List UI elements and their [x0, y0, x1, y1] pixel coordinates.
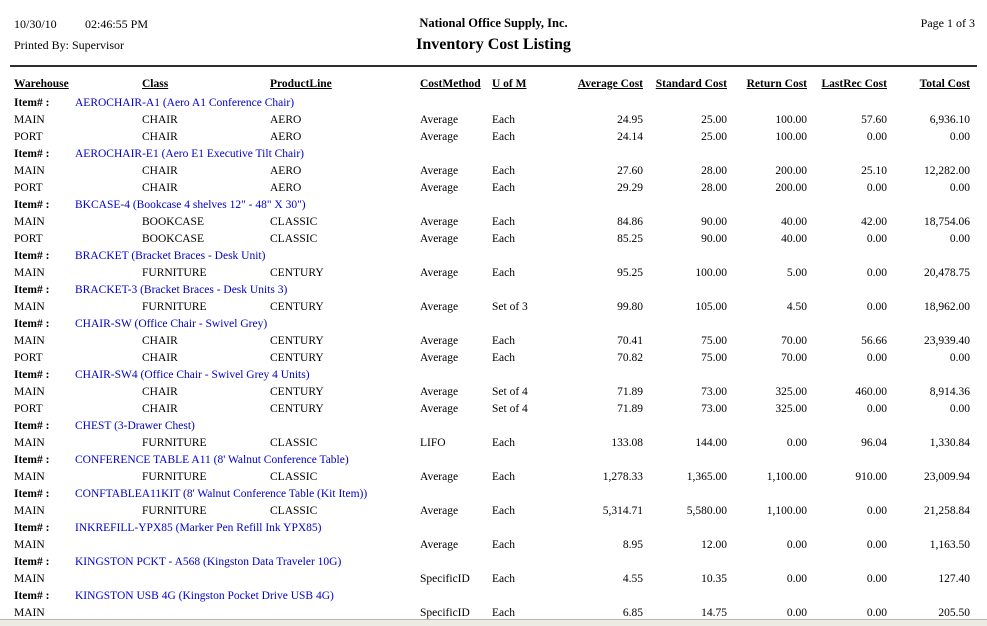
cell-average-cost: 99.80: [617, 301, 643, 313]
item-link[interactable]: AEROCHAIR-E1 (Aero E1 Executive Tilt Chair): [75, 148, 305, 160]
cell-class: FURNITURE: [142, 471, 207, 483]
table-row: [0, 469, 987, 486]
item-row: [0, 418, 987, 435]
cell-average-cost: 85.25: [617, 233, 643, 245]
cell-average-cost: 5,314.71: [602, 505, 643, 517]
cell-average-cost: 71.89: [617, 403, 643, 415]
cell-return-cost: 100.00: [775, 114, 807, 126]
item-number-label: Item# :: [14, 590, 50, 602]
cell-costmethod: SpecificID: [420, 573, 470, 585]
item-link[interactable]: BRACKET (Bracket Braces - Desk Unit): [75, 250, 266, 262]
cell-return-cost: 1,100.00: [766, 471, 807, 483]
cell-lastrec-cost: 96.04: [861, 437, 887, 449]
item-number-label: Item# :: [14, 250, 50, 262]
table-row: [0, 435, 987, 452]
table-row: [0, 350, 987, 367]
col-header-return-cost: Return Cost: [746, 78, 807, 90]
cell-costmethod: Average: [420, 216, 459, 228]
cell-total-cost: 127.40: [938, 573, 970, 585]
item-row: [0, 452, 987, 469]
cell-return-cost: 70.00: [781, 352, 807, 364]
cell-class: CHAIR: [142, 352, 178, 364]
cell-costmethod: Average: [420, 301, 459, 313]
cell-productline: AERO: [270, 114, 302, 126]
cell-standard-cost: 90.00: [701, 216, 727, 228]
col-header-class: Class: [142, 78, 169, 90]
cell-uofm: Each: [492, 607, 515, 619]
cell-uofm: Each: [492, 233, 515, 245]
cell-average-cost: 24.14: [617, 131, 643, 143]
table-row: [0, 299, 987, 316]
cell-average-cost: 4.55: [622, 573, 643, 585]
cell-standard-cost: 105.00: [695, 301, 727, 313]
cell-uofm: Each: [492, 505, 515, 517]
cell-warehouse: MAIN: [14, 114, 45, 126]
cell-class: CHAIR: [142, 114, 178, 126]
cell-class: FURNITURE: [142, 437, 207, 449]
cell-total-cost: 8,914.36: [929, 386, 970, 398]
table-row: [0, 537, 987, 554]
cell-warehouse: MAIN: [14, 165, 45, 177]
cell-return-cost: 325.00: [775, 403, 807, 415]
cell-average-cost: 1,278.33: [602, 471, 643, 483]
table-row: [0, 129, 987, 146]
cell-uofm: Each: [492, 267, 515, 279]
report-header: [0, 14, 987, 64]
cell-return-cost: 200.00: [775, 165, 807, 177]
item-number-label: Item# :: [14, 420, 50, 432]
cell-average-cost: 29.29: [617, 182, 643, 194]
cell-warehouse: MAIN: [14, 505, 45, 517]
item-number-label: Item# :: [14, 556, 50, 568]
cell-class: FURNITURE: [142, 301, 207, 313]
item-number-label: Item# :: [14, 369, 50, 381]
cell-total-cost: 0.00: [949, 352, 970, 364]
col-header-lastrec-cost: LastRec Cost: [821, 78, 887, 90]
cell-lastrec-cost: 0.00: [866, 267, 887, 279]
cell-return-cost: 4.50: [786, 301, 807, 313]
cell-productline: CENTURY: [270, 352, 324, 364]
cell-uofm: Set of 4: [492, 386, 528, 398]
table-row: [0, 231, 987, 248]
table-row: [0, 384, 987, 401]
cell-lastrec-cost: 0.00: [866, 403, 887, 415]
cell-productline: CENTURY: [270, 335, 324, 347]
item-row: [0, 367, 987, 384]
cell-warehouse: MAIN: [14, 386, 45, 398]
cell-total-cost: 18,754.06: [924, 216, 970, 228]
cell-standard-cost: 5,580.00: [686, 505, 727, 517]
cell-standard-cost: 10.35: [701, 573, 727, 585]
cell-warehouse: MAIN: [14, 216, 45, 228]
cell-productline: CENTURY: [270, 386, 324, 398]
cell-uofm: Each: [492, 573, 515, 585]
cell-class: FURNITURE: [142, 505, 207, 517]
item-number-label: Item# :: [14, 284, 50, 296]
item-link[interactable]: CONFERENCE TABLE A11 (8' Walnut Conference Table): [75, 454, 349, 466]
cell-lastrec-cost: 910.00: [855, 471, 887, 483]
cell-return-cost: 0.00: [786, 539, 807, 551]
cell-productline: CLASSIC: [270, 233, 318, 245]
cell-standard-cost: 144.00: [695, 437, 727, 449]
item-link[interactable]: CHAIR-SW4 (Office Chair - Swivel Grey 4 Units): [75, 369, 310, 381]
cell-total-cost: 1,330.84: [929, 437, 970, 449]
report-title: Inventory Cost Listing: [416, 36, 571, 53]
window-bottom-edge: [0, 619, 987, 626]
cell-productline: [270, 537, 420, 554]
cell-total-cost: 23,939.40: [924, 335, 970, 347]
cell-costmethod: Average: [420, 403, 459, 415]
item-number-label: Item# :: [14, 148, 50, 160]
report-date: 10/30/10: [14, 17, 57, 31]
cell-costmethod: Average: [420, 505, 459, 517]
item-row: [0, 520, 987, 537]
cell-uofm: Each: [492, 114, 515, 126]
cell-productline: AERO: [270, 131, 302, 143]
cell-lastrec-cost: 42.00: [861, 216, 887, 228]
cell-lastrec-cost: 0.00: [866, 131, 887, 143]
col-header-standard-cost: Standard Cost: [655, 78, 727, 90]
cell-class: CHAIR: [142, 131, 178, 143]
cell-lastrec-cost: 0.00: [866, 505, 887, 517]
cell-class: [142, 571, 270, 588]
cell-costmethod: Average: [420, 114, 459, 126]
item-row: [0, 248, 987, 265]
report-body: [0, 95, 987, 622]
item-link[interactable]: KINGSTON PCKT - A568 (Kingston Data Traveler 10G): [75, 556, 342, 568]
cell-warehouse: PORT: [14, 403, 43, 415]
page-indicator: Page 1 of 3: [920, 16, 975, 30]
cell-total-cost: 20,478.75: [924, 267, 970, 279]
item-link[interactable]: CHAIR-SW (Office Chair - Swivel Grey): [75, 318, 268, 330]
cell-standard-cost: 28.00: [701, 182, 727, 194]
column-header-row: [0, 76, 987, 93]
cell-productline: [270, 571, 420, 588]
cell-costmethod: Average: [420, 386, 459, 398]
cell-lastrec-cost: 0.00: [866, 352, 887, 364]
cell-uofm: Each: [492, 182, 515, 194]
cell-standard-cost: 75.00: [701, 335, 727, 347]
cell-productline: CLASSIC: [270, 437, 318, 449]
item-row: [0, 146, 987, 163]
table-row: [0, 333, 987, 350]
cell-costmethod: Average: [420, 165, 459, 177]
item-row: [0, 588, 987, 605]
cell-lastrec-cost: 0.00: [866, 539, 887, 551]
cell-return-cost: 1,100.00: [766, 505, 807, 517]
cell-warehouse: PORT: [14, 233, 43, 245]
cell-average-cost: 133.08: [611, 437, 643, 449]
col-header-total-cost: Total Cost: [919, 78, 970, 90]
cell-return-cost: 70.00: [781, 335, 807, 347]
cell-lastrec-cost: 56.66: [861, 335, 887, 347]
cell-uofm: Each: [492, 216, 515, 228]
col-header-productline: ProductLine: [270, 78, 332, 90]
table-row: [0, 214, 987, 231]
cell-warehouse: MAIN: [14, 267, 45, 279]
cell-average-cost: 71.89: [617, 386, 643, 398]
cell-class: BOOKCASE: [142, 233, 204, 245]
item-row: [0, 95, 987, 112]
cell-uofm: Set of 3: [492, 301, 528, 313]
cell-costmethod: LIFO: [420, 437, 446, 449]
cell-productline: CENTURY: [270, 301, 324, 313]
cell-lastrec-cost: 0.00: [866, 233, 887, 245]
report-time: 02:46:55 PM: [85, 17, 149, 31]
cell-total-cost: 0.00: [949, 233, 970, 245]
col-header-uofm: U of M: [492, 78, 527, 90]
cell-lastrec-cost: 57.60: [861, 114, 887, 126]
cell-costmethod: Average: [420, 131, 459, 143]
cell-costmethod: Average: [420, 335, 459, 347]
cell-warehouse: PORT: [14, 131, 43, 143]
cell-productline: CENTURY: [270, 403, 324, 415]
cell-productline: AERO: [270, 182, 302, 194]
cell-lastrec-cost: 0.00: [866, 182, 887, 194]
item-link[interactable]: BRACKET-3 (Bracket Braces - Desk Units 3): [75, 284, 288, 296]
cell-standard-cost: 75.00: [701, 352, 727, 364]
cell-costmethod: Average: [420, 539, 459, 551]
cell-total-cost: 0.00: [949, 182, 970, 194]
cell-costmethod: Average: [420, 182, 459, 194]
cell-standard-cost: 28.00: [701, 165, 727, 177]
cell-average-cost: 6.85: [622, 607, 643, 619]
cell-average-cost: 70.82: [617, 352, 643, 364]
cell-average-cost: 70.41: [617, 335, 643, 347]
cell-warehouse: PORT: [14, 352, 43, 364]
cell-productline: AERO: [270, 165, 302, 177]
cell-class: FURNITURE: [142, 267, 207, 279]
cell-warehouse: MAIN: [14, 437, 45, 449]
cell-lastrec-cost: 0.00: [866, 301, 887, 313]
cell-productline: CLASSIC: [270, 505, 318, 517]
item-number-label: Item# :: [14, 454, 50, 466]
cell-uofm: Each: [492, 437, 515, 449]
item-row: [0, 316, 987, 333]
cell-standard-cost: 1,365.00: [686, 471, 727, 483]
cell-return-cost: 40.00: [781, 216, 807, 228]
table-row: [0, 180, 987, 197]
cell-uofm: Each: [492, 539, 515, 551]
cell-lastrec-cost: 0.00: [866, 573, 887, 585]
cell-total-cost: 205.50: [938, 607, 970, 619]
item-row: [0, 486, 987, 503]
cell-average-cost: 8.95: [622, 539, 643, 551]
cell-standard-cost: 100.00: [695, 267, 727, 279]
printed-by: Printed By: Supervisor: [14, 38, 124, 52]
company-name: National Office Supply, Inc.: [419, 16, 568, 30]
cell-uofm: Set of 4: [492, 403, 528, 415]
cell-return-cost: 100.00: [775, 131, 807, 143]
cell-costmethod: Average: [420, 352, 459, 364]
cell-total-cost: 21,258.84: [924, 505, 970, 517]
cell-class: CHAIR: [142, 165, 178, 177]
cell-total-cost: 0.00: [949, 131, 970, 143]
cell-productline: CLASSIC: [270, 471, 318, 483]
table-row: [0, 265, 987, 282]
item-link[interactable]: INKREFILL-YPX85 (Marker Pen Refill Ink YPX85): [75, 522, 322, 534]
col-header-average-cost: Average Cost: [577, 78, 643, 90]
cell-warehouse: MAIN: [14, 573, 45, 585]
item-link[interactable]: CHEST (3-Drawer Chest): [75, 420, 195, 432]
cell-lastrec-cost: 460.00: [855, 386, 887, 398]
item-row: [0, 197, 987, 214]
cell-average-cost: 95.25: [617, 267, 643, 279]
cell-standard-cost: 90.00: [701, 233, 727, 245]
cell-total-cost: 0.00: [949, 403, 970, 415]
cell-warehouse: MAIN: [14, 335, 45, 347]
cell-warehouse: PORT: [14, 182, 43, 194]
cell-total-cost: 23,009.94: [924, 471, 970, 483]
item-number-label: Item# :: [14, 488, 50, 500]
cell-standard-cost: 14.75: [701, 607, 727, 619]
table-row: [0, 401, 987, 418]
cell-productline: CLASSIC: [270, 216, 318, 228]
cell-warehouse: MAIN: [14, 471, 45, 483]
cell-class: [142, 537, 270, 554]
cell-average-cost: 24.95: [617, 114, 643, 126]
cell-standard-cost: 73.00: [701, 386, 727, 398]
cell-return-cost: 0.00: [786, 437, 807, 449]
item-link[interactable]: KINGSTON USB 4G (Kingston Pocket Drive USB 4G): [75, 590, 334, 602]
item-number-label: Item# :: [14, 199, 50, 211]
cell-warehouse: MAIN: [14, 539, 45, 551]
table-row: [0, 112, 987, 129]
cell-class: CHAIR: [142, 403, 178, 415]
cell-uofm: Each: [492, 352, 515, 364]
cell-return-cost: 325.00: [775, 386, 807, 398]
cell-uofm: Each: [492, 335, 515, 347]
item-link[interactable]: CONFTABLEA11KIT (8' Walnut Conference Table (Kit Item)): [75, 488, 368, 500]
cell-total-cost: 6,936.10: [929, 114, 970, 126]
cell-uofm: Each: [492, 471, 515, 483]
cell-standard-cost: 12.00: [701, 539, 727, 551]
cell-standard-cost: 73.00: [701, 403, 727, 415]
item-row: [0, 554, 987, 571]
col-header-warehouse: Warehouse: [14, 78, 69, 90]
cell-lastrec-cost: 0.00: [866, 607, 887, 619]
cell-total-cost: 18,962.00: [924, 301, 970, 313]
cell-costmethod: Average: [420, 471, 459, 483]
cell-uofm: Each: [492, 165, 515, 177]
cell-costmethod: Average: [420, 233, 459, 245]
item-number-label: Item# :: [14, 318, 50, 330]
item-number-label: Item# :: [14, 97, 50, 109]
cell-average-cost: 27.60: [617, 165, 643, 177]
cell-class: CHAIR: [142, 335, 178, 347]
cell-class: CHAIR: [142, 182, 178, 194]
cell-standard-cost: 25.00: [701, 131, 727, 143]
cell-return-cost: 200.00: [775, 182, 807, 194]
cell-class: CHAIR: [142, 386, 178, 398]
cell-productline: CENTURY: [270, 267, 324, 279]
col-header-costmethod: CostMethod: [420, 78, 481, 90]
item-number-label: Item# :: [14, 522, 50, 534]
cell-costmethod: Average: [420, 267, 459, 279]
table-row: [0, 571, 987, 588]
cell-warehouse: MAIN: [14, 607, 45, 619]
cell-warehouse: MAIN: [14, 301, 45, 313]
cell-lastrec-cost: 25.10: [861, 165, 887, 177]
cell-costmethod: SpecificID: [420, 607, 470, 619]
cell-uofm: Each: [492, 131, 515, 143]
cell-return-cost: 0.00: [786, 607, 807, 619]
cell-return-cost: 5.00: [786, 267, 807, 279]
table-row: [0, 163, 987, 180]
cell-return-cost: 0.00: [786, 573, 807, 585]
table-row: [0, 503, 987, 520]
report-header-center: [0, 14, 987, 57]
cell-average-cost: 84.86: [617, 216, 643, 228]
cell-total-cost: 12,282.00: [924, 165, 970, 177]
cell-total-cost: 1,163.50: [929, 539, 970, 551]
item-row: [0, 282, 987, 299]
header-divider: [10, 65, 977, 67]
cell-standard-cost: 25.00: [701, 114, 727, 126]
item-link[interactable]: AEROCHAIR-A1 (Aero A1 Conference Chair): [75, 97, 295, 109]
item-link[interactable]: BKCASE-4 (Bookcase 4 shelves 12" - 48" X 30"): [75, 199, 306, 211]
cell-return-cost: 40.00: [781, 233, 807, 245]
cell-class: BOOKCASE: [142, 216, 204, 228]
